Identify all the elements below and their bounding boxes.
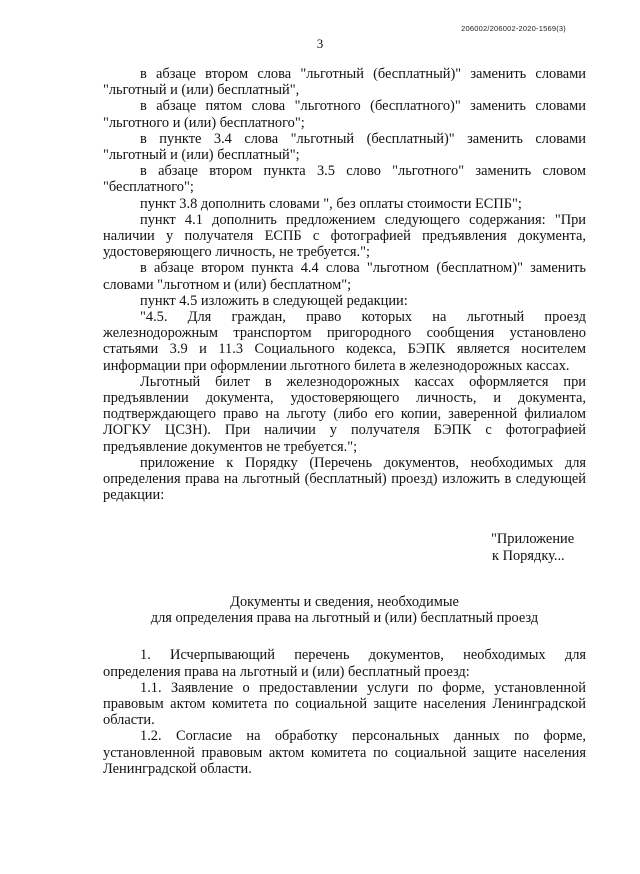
section-title: [103, 594, 586, 626]
amendment-paragraph: Льготный билет в железнодорожных кассах оформляется при предъявлении документа, удостоверяющего личность, и документа, подтверждающего право на льготу (либо его копии, заверенной филиалом ЛОГКУ ЦСЗН). При наличии у получателя БЭПК с фотографией предъявление документов не требуется.";: [103, 373, 586, 455]
list-item: 1.1. Заявление о предоставлении услуги по форме, установленной правовым актом комитета по социальной защите населения Ленинградской области.: [103, 679, 586, 729]
amendment-paragraph: приложение к Порядку (Перечень документов, необходимых для определения права на льготный (бесплатный) проезд) изложить в следующей редакции:: [103, 454, 586, 504]
document-body: [103, 66, 586, 777]
attachment-reference: [491, 531, 586, 563]
list-item: 1. Исчерпывающий перечень документов, необходимых для определения права на льготный и (или) бесплатный проезд:: [103, 647, 586, 680]
attachment-reference-line: к Порядку...: [492, 547, 565, 564]
list-item: 1.2. Согласие на обработку персональных данных по форме, установленной правовым актом комитета по социальной защите населения Ленинградской области.: [103, 728, 586, 777]
amendment-paragraph: пункт 4.5 изложить в следующей редакции:: [140, 292, 408, 309]
page-number: 3: [316, 36, 324, 51]
attachment-reference-line: "Приложение: [491, 531, 575, 548]
amendment-paragraph: в абзаце втором пункта 4.4 слова "льготном (бесплатном)" заменить словами "льготном и (или) бесплатном";: [103, 260, 586, 293]
amendment-paragraph: в абзаце втором пункта 3.5 слово "льготного" заменить словом "бесплатного";: [103, 163, 586, 196]
amendment-paragraph: в абзаце втором слова "льготный (бесплатный)" заменить словами "льготный и (или) бесплатный",: [103, 66, 586, 99]
requirements-list: [103, 647, 586, 777]
section-title-line: для определения права на льготный и (или) бесплатный проезд: [150, 610, 539, 627]
amendment-paragraph: пункт 3.8 дополнить словами ", без оплаты стоимости ЕСПБ";: [140, 195, 522, 212]
section-title-line: Документы и сведения, необходимые: [230, 593, 459, 610]
amendment-paragraph: пункт 4.1 дополнить предложением следующего содержания: "При наличии у получателя ЕСПБ с фотографией предъявления документа, удостоверяющего личность, не требуется.";: [103, 211, 586, 261]
amendment-paragraph: в пункте 3.4 слова "льготный (бесплатный)" заменить словами "льготный и (или) бесплатный";: [103, 130, 586, 164]
document-registration-number: 206002/206002-2020-1569(3): [461, 24, 566, 33]
amendment-paragraph: в абзаце пятом слова "льготного (бесплатного)" заменить словами "льготного и (или) бесплатного";: [103, 98, 586, 131]
amendment-paragraph: "4.5. Для граждан, право которых на льготный проезд железнодорожным транспортом пригородного сообщения установлено статьями 3.9 и 11.3 Социального кодекса, БЭПК является носителем информации при оформлении льготного билета в железнодорожных кассах.: [103, 309, 586, 374]
